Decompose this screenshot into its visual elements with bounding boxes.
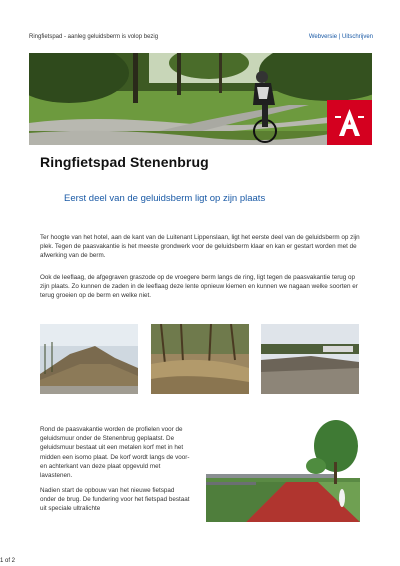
paragraph-1: Ter hoogte van het hotel, aan de kant van de Luitenant Lippenslaan, ligt het eerste deel van de geluidsberm op zijn plek. Tegen de paasvakantie is het meeste grondwerk voor de geluidsberm klaar en kan er gestart worden met de afwerking van de berm. — [40, 234, 360, 260]
unsubscribe-link[interactable]: Uitschrijven — [341, 34, 373, 40]
email-subject: Ringfietspad - aanleg geluidsberm is volop bezig — [29, 34, 159, 40]
bike-path-render-image — [206, 418, 360, 522]
page-indicator: 1 of 2 — [0, 558, 16, 564]
construction-photo-1 — [40, 324, 138, 394]
construction-photo-2 — [151, 324, 249, 394]
cyclist-on-bike-path-photo — [29, 53, 372, 145]
header-links — [309, 34, 373, 40]
construction-photo-3 — [261, 324, 359, 394]
paragraph-3: Rond de paasvakantie worden de profielen voor de geluidsmuur onder de Stenenbrug geplaatst. De geluidsmuur bestaat uit een metalen korf met in het midden een isomo plaat. De korf wordt langs de voor- en achterkant van deze plaat opgevuld met lavastenen. — [40, 426, 190, 480]
email-header — [29, 31, 373, 45]
hero-image — [29, 53, 372, 145]
city-logo-icon — [327, 100, 372, 145]
article-title: Ringfietspad Stenenbrug — [40, 154, 209, 170]
antwerp-logo — [327, 100, 372, 145]
webversion-link[interactable]: Webversie — [308, 34, 338, 40]
paragraph-4: Nadien start de opbouw van het nieuwe fietspad onder de brug. De fundering voor het fietspad bestaat uit speciale ultralichte — [40, 487, 190, 513]
article-subtitle: Eerst deel van de geluidsberm ligt op zijn plaats — [64, 193, 266, 204]
link-separator: | — [338, 34, 341, 40]
paragraph-2: Ook de leeflaag, de afgegraven graszode op de vroegere berm langs de ring, ligt tegen de paasvakantie terug op zijn plaats. Zo kunnen de zaden in de leeflaag deze lente opnieuw kiemen en kunnen we nagaan welke soorten er terug groeien op de berm en welke niet. — [40, 274, 358, 300]
